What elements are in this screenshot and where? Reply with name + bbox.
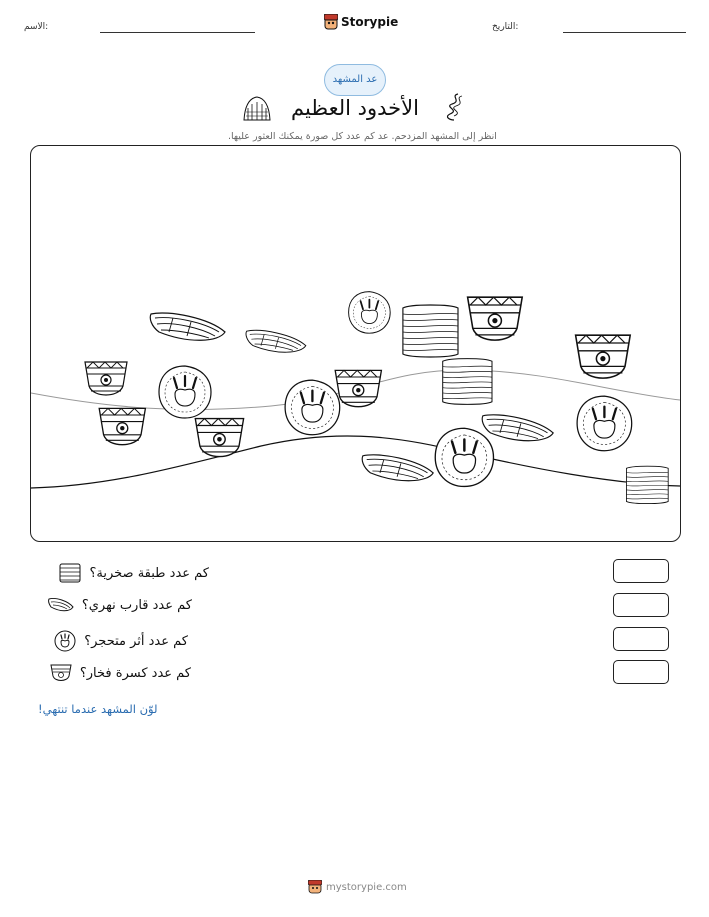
question-river-boat [48, 596, 192, 614]
fossil-icon [54, 630, 76, 652]
color-instruction: لوّن المشهد عندما تنتهي! [38, 702, 158, 716]
river-boat-item [246, 330, 306, 352]
question-text: كم عدد أثر متحجر؟ [84, 633, 188, 649]
river-boat-item [482, 415, 553, 441]
question-fossil [54, 630, 188, 652]
fossil-item [435, 428, 493, 486]
counting-scene[interactable] [30, 145, 681, 542]
pottery-shard-item [335, 370, 381, 406]
pottery-shard-icon [50, 663, 72, 683]
question-text: كم عدد قارب نهري؟ [81, 597, 192, 613]
fossil-item [285, 380, 340, 435]
storypie-mascot-icon [324, 14, 338, 30]
activity-badge: عد المشهد [324, 64, 386, 96]
canyon-icon [242, 94, 272, 126]
rock-layer-item [443, 359, 492, 405]
question-rock-layer [59, 562, 209, 584]
answer-box-pottery-shard[interactable] [613, 660, 669, 684]
river-boat-icon [48, 596, 74, 614]
rock-layer-item [403, 305, 458, 357]
date-label: التاريخ: [492, 22, 519, 32]
question-text: كم عدد كسرة فخار؟ [79, 665, 191, 681]
brand-name: Storypie [341, 15, 399, 29]
pottery-shard-item [468, 297, 523, 340]
question-pottery-shard [50, 663, 191, 683]
answer-box-rock-layer[interactable] [613, 559, 669, 583]
answer-box-river-boat[interactable] [613, 593, 669, 617]
fossil-item [159, 366, 211, 418]
date-line[interactable] [563, 32, 686, 33]
instruction-text: انظر إلى المشهد المزدحم. عد كم عدد كل صورة يمكنك العثور عليها. [228, 131, 497, 142]
river-icon [440, 92, 468, 126]
storypie-mascot-icon [308, 880, 322, 894]
fossil-item [577, 396, 632, 451]
river-boat-item [150, 313, 225, 340]
pottery-shard-item [99, 408, 145, 444]
rock-layer-item [626, 466, 668, 503]
footer-site[interactable]: mystorypie.com [326, 881, 407, 893]
pottery-shard-item [576, 335, 631, 378]
scene-drawing [31, 146, 680, 541]
name-line[interactable] [100, 32, 255, 33]
name-label: الاسم: [24, 22, 49, 32]
rock-layer-icon [59, 562, 81, 584]
answer-box-fossil[interactable] [613, 627, 669, 651]
page-title: الأخدود العظيم [291, 96, 419, 120]
fossil-item [349, 292, 391, 334]
question-text: كم عدد طبقة صخرية؟ [89, 565, 209, 581]
pottery-shard-item [85, 362, 127, 395]
footer [308, 880, 407, 894]
pottery-shard-item [195, 419, 243, 457]
river-boat-item [362, 455, 433, 481]
brand-logo [324, 14, 398, 30]
